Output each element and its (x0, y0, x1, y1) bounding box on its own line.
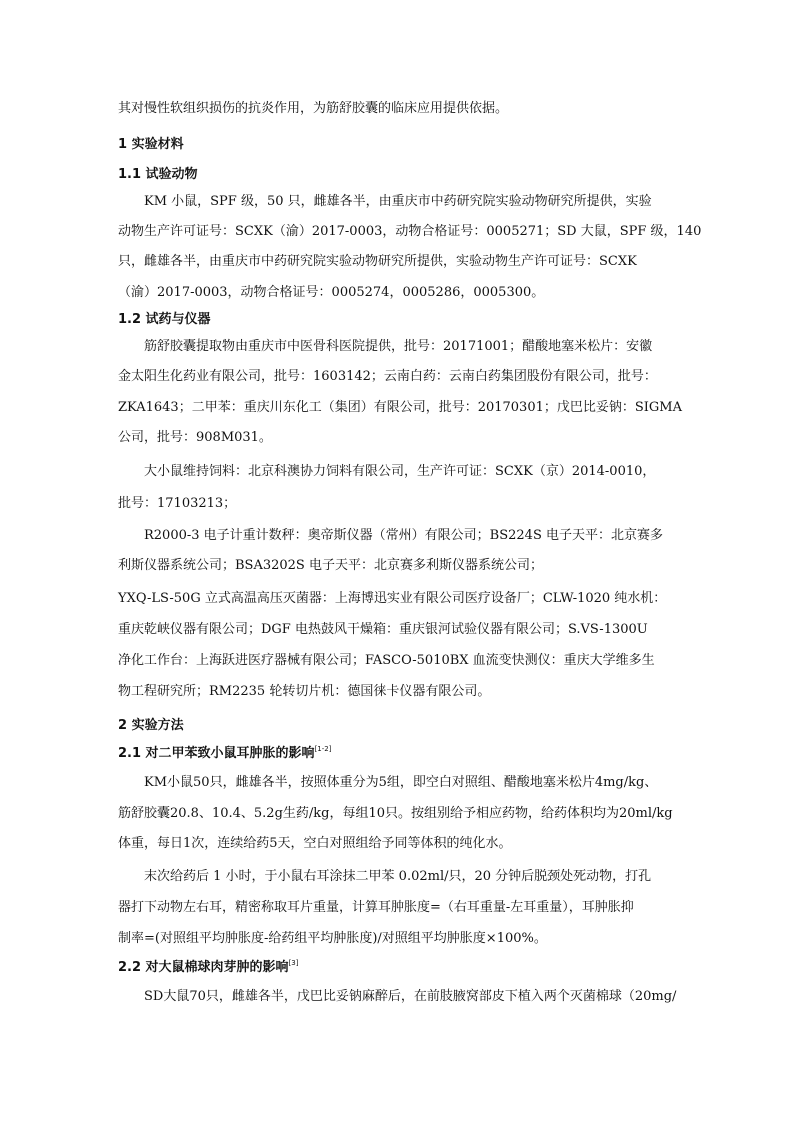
paragraph-line: 器打下动物左右耳，精密称取耳片重量，计算耳肿胀度=（右耳重量-左耳重量），耳肿胀抑 (118, 900, 634, 915)
section-2-1-title: 2.1 对二甲苯致小鼠耳肿胀的影响 (118, 746, 315, 761)
paragraph-line: 重庆乾峡仪器有限公司；DGF 电热鼓风干燥箱：重庆银河试验仪器有限公司；S.VS-1300U (118, 622, 648, 637)
paragraph-line: 大小鼠维持饲料：北京科澳协力饲料有限公司，生产许可证：SCXK（京）2014-0010， (144, 464, 656, 479)
paragraph-line: 制率=(对照组平均肿胀度-给药组平均肿胀度)/对照组平均肿胀度×100%。 (118, 931, 547, 946)
section-1-heading: 1 实验材料 (118, 137, 184, 152)
section-1-1-heading: 1.1 试验动物 (118, 167, 198, 182)
paragraph-line: 净化工作台：上海跃进医疗器械有限公司；FASCO-5010BX 血流变快测仪：重庆大学维多生 (118, 653, 655, 668)
citation-ref: [3] (288, 959, 299, 967)
paragraph-line: KM小鼠50只，雌雄各半，按照体重分为5组，即空白对照组、醋酸地塞米松片4mg/kg、 (144, 775, 658, 790)
paragraph-line: 体重，每日1次，连续给药5天，空白对照组给予同等体积的纯化水。 (118, 836, 512, 851)
paragraph-line: 批号：17103213； (118, 496, 237, 511)
paragraph-line: 只，雌雄各半，由重庆市中药研究院实验动物研究所提供，实验动物生产许可证号：SCXK (118, 254, 637, 269)
citation-ref: [1-2] (314, 745, 332, 753)
paragraph-line: 公司，批号：908M031。 (118, 430, 272, 445)
intro-line: 其对慢性软组织损伤的抗炎作用，为筋舒胶囊的临床应用提供依据。 (118, 101, 509, 116)
section-2-heading: 2 实验方法 (118, 718, 184, 733)
paragraph-line: KM 小鼠，SPF 级，50 只，雌雄各半，由重庆市中药研究院实验动物研究所提供，实验 (144, 194, 652, 209)
paragraph-line: 筋舒胶囊提取物由重庆市中医骨科医院提供，批号：20171001；醋酸地塞米松片：安徽 (144, 339, 653, 354)
section-2-1-heading (118, 744, 331, 764)
paragraph-line: ZKA1643；二甲苯：重庆川东化工（集团）有限公司，批号：20170301；戊巴比妥钠：SIGMA (118, 400, 682, 415)
section-2-2-title: 2.2 对大鼠棉球肉芽肿的影响 (118, 960, 289, 975)
paragraph-line: 末次给药后 1 小时，于小鼠右耳涂抹二甲苯 0.02ml/只，20 分钟后脱颈处死动物，打孔 (144, 869, 652, 884)
paragraph-line: （渝）2017-0003，动物合格证号：0005274，0005286，0005300。 (118, 285, 545, 300)
section-1-2-heading: 1.2 试药与仪器 (118, 312, 211, 327)
section-2-2-heading (118, 958, 298, 978)
paragraph-line: 筋舒胶囊20.8、10.4、5.2g生药/kg，每组10只。按组别给予相应药物，给药体积均为20ml/kg (118, 806, 673, 821)
paragraph-line: R2000-3 电子计重计数秤：奥帝斯仪器（常州）有限公司；BS224S 电子天平：北京赛多 (144, 528, 663, 543)
paragraph-line: 动物生产许可证号：SCXK（渝）2017-0003，动物合格证号：0005271；SD 大鼠，SPF 级，140 (118, 224, 702, 239)
paragraph-line: 利斯仪器系统公司；BSA3202S 电子天平：北京赛多利斯仪器系统公司； (118, 558, 543, 573)
paragraph-line: 物工程研究所；RM2235 轮转切片机：德国徕卡仪器有限公司。 (118, 684, 491, 699)
paragraph-line: SD大鼠70只，雌雄各半，戊巴比妥钠麻醉后，在前肢腋窝部皮下植入两个灭菌棉球（20mg/ (144, 989, 677, 1004)
paragraph-line: YXQ-LS-50G 立式高温高压灭菌器：上海博迅实业有限公司医疗设备厂；CLW-1020 纯水机： (118, 591, 667, 606)
paragraph-line: 金太阳生化药业有限公司，批号：1603142；云南白药：云南白药集团股份有限公司，批号： (118, 369, 657, 384)
